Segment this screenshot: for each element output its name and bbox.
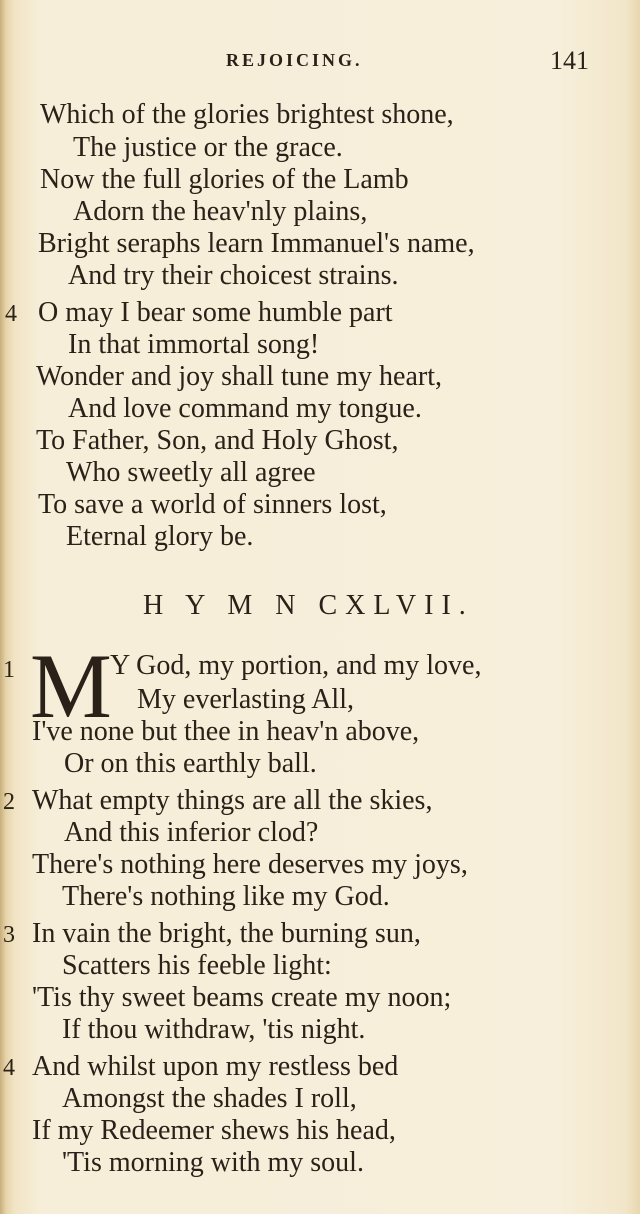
verse-line: Or on this earthly ball.	[64, 748, 317, 779]
verse-line: Which of the glories brightest shone,	[40, 99, 454, 130]
verse-line: My everlasting All,	[137, 684, 354, 715]
verse-line: I've none but thee in heav'n above,	[32, 716, 420, 747]
hymn-title: H Y M N CXLVII.	[143, 590, 474, 621]
verse-line: Y God, my portion, and my love,	[110, 650, 482, 681]
verse-line: The justice or the grace.	[73, 132, 343, 163]
verse-line: Scatters his feeble light:	[62, 950, 332, 981]
verse-line: Who sweetly all agree	[66, 457, 316, 488]
verse-line: There's nothing like my God.	[62, 881, 390, 912]
verse-line: Wonder and joy shall tune my heart,	[36, 361, 442, 392]
drop-cap: M	[30, 635, 112, 737]
verse-line: Eternal glory be.	[66, 521, 254, 552]
verse-line: There's nothing here deserves my joys,	[32, 849, 468, 880]
verse-number: 3	[3, 922, 15, 948]
verse-line: In that immortal song!	[68, 329, 320, 360]
verse-line: 'Tis morning with my soul.	[62, 1147, 364, 1178]
page-header	[0, 48, 640, 78]
verse-line: And this inferior clod?	[64, 817, 319, 848]
verse-line: What empty things are all the skies,	[32, 785, 433, 816]
verse-line: Adorn the heav'nly plains,	[73, 196, 368, 227]
verse-line: Now the full glories of the Lamb	[40, 164, 409, 195]
verse-number: 4	[3, 1055, 15, 1081]
verse-line: To Father, Son, and Holy Ghost,	[36, 425, 399, 456]
verse-line: If my Redeemer shews his head,	[32, 1115, 396, 1146]
verse-line: In vain the bright, the burning sun,	[32, 918, 421, 949]
verse-line: O may I bear some humble part	[38, 297, 393, 328]
verse-number: 4	[5, 301, 17, 327]
page-number: 141	[550, 46, 589, 75]
verse-line: To save a world of sinners lost,	[38, 489, 387, 520]
verse-line: And try their choicest strains.	[68, 260, 399, 291]
verse-line: Amongst the shades I roll,	[62, 1083, 357, 1114]
verse-line: If thou withdraw, 'tis night.	[62, 1014, 366, 1045]
running-head: REJOICING.	[226, 50, 363, 70]
verse-line: And whilst upon my restless bed	[32, 1051, 399, 1082]
verse-line: And love command my tongue.	[68, 393, 422, 424]
verse-line: 'Tis thy sweet beams create my noon;	[32, 982, 452, 1013]
verse-number: 1	[3, 657, 15, 683]
verse-line: Bright seraphs learn Immanuel's name,	[38, 228, 475, 259]
verse-number: 2	[3, 789, 15, 815]
